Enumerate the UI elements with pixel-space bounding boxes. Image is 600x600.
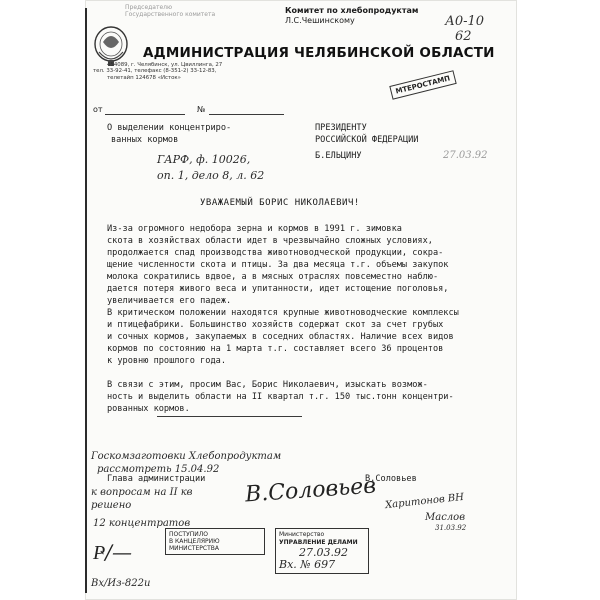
registry-stamp	[275, 528, 369, 574]
body-line: рованных кормов.	[107, 404, 190, 414]
archive-note-line1: ГАРФ, ф. 10026,	[157, 153, 251, 166]
routing-line2: Л.С.Чешинскому	[285, 16, 355, 25]
resolution-quantity: 12 концентратов	[93, 518, 191, 529]
bottom-note: Вх/Из-822и	[91, 578, 151, 589]
letterhead-telex: телетайп 124678 «Исток»	[107, 74, 181, 81]
registry-stamp-number: Вх. № 697	[279, 558, 336, 571]
archive-note	[157, 152, 264, 184]
body-line: и птицефабрики. Большинство хозяйств содержат скот за счет грубых	[107, 320, 444, 330]
body-line: В связи с этим, просим Вас, Борис Николаевич, изыскать возмож-	[107, 380, 428, 390]
signature-role: Глава администрации	[107, 474, 206, 484]
subject-block	[107, 123, 231, 147]
incoming-stamp-line2: В КАНЦЕЛЯРИЮ	[169, 538, 220, 545]
resolution-line4: решено	[91, 500, 132, 511]
registry-stamp-line1: Министерство	[279, 531, 325, 538]
body-line: щение численности скота и птицы. За два месяца т.г. объемы закупок	[107, 260, 449, 270]
top-stamp: МТЕРОСТАМП	[389, 70, 456, 99]
document-page	[85, 0, 517, 600]
incoming-stamp-line3: МИНИСТЕРСТВА	[169, 545, 220, 552]
body-line: и сочных кормов, закупаемых в соседних областях. Наличие всех видов	[107, 332, 454, 342]
addressee-line1: ПРЕЗИДЕНТУ	[315, 123, 367, 133]
corner-code	[445, 14, 484, 44]
body-line: молока сократились вдвое, а в мясных отраслях повсеместно наблю-	[107, 272, 439, 282]
administration-title: АДМИНИСТРАЦИЯ ЧЕЛЯБИНСКОЙ ОБЛАСТИ	[143, 45, 495, 61]
corner-code-line2: 62	[455, 29, 472, 44]
body-line: В критическом положении находятся крупные животноводческие комплексы	[107, 308, 459, 318]
routing-line1: Комитет по хлебопродуктам	[285, 6, 419, 15]
letterhead-contacts	[93, 62, 222, 81]
letterhead-address: 454089, г. Челябинск, ул. Цвиллинга, 27	[107, 62, 223, 68]
number-rule	[209, 114, 284, 115]
subject-line1: О выделении концентриро-	[107, 123, 232, 133]
letterhead-phones: тел. 33-92-41, телефакс (8-351-2) 33-12-83,	[93, 68, 217, 75]
body-line: увеличивается его падеж.	[107, 296, 232, 306]
body-line: ность и выделить области на II квартал т.г. 150 тыс.тонн концентри-	[107, 392, 454, 402]
number-label: №	[197, 105, 206, 114]
incoming-stamp	[165, 528, 265, 555]
body-line: кормов по состоянию на 1 марта т.г. составляет всего 36 процентов	[107, 344, 444, 354]
addressee-date-note: 27.03.92	[443, 150, 488, 161]
letterhead-prefix	[125, 4, 215, 18]
underline-stroke	[157, 416, 302, 417]
addressee-line2: РОССИЙСКОЙ ФЕДЕРАЦИИ	[315, 134, 419, 145]
signature-scrawl: В.Соловьев	[244, 473, 377, 508]
resolution-right-name: Харитонов ВН	[384, 491, 465, 512]
addressee-block	[315, 123, 418, 163]
addressee-line3: Б.ЕЛЬЦИНУ	[315, 150, 362, 161]
date-rule	[105, 114, 185, 115]
body-line: к уровню прошлого года.	[107, 356, 226, 366]
letterhead-prefix-line1: Председателю	[125, 4, 173, 11]
handwritten-resolution-cont	[91, 486, 192, 512]
letterhead-prefix-line2: Государственного комитета	[125, 11, 216, 18]
body-line: продолжается спад производства животноводческой продукции, сокра-	[107, 248, 444, 258]
body-line: Из-за огромного недобора зерна и кормов в 1991 г. зимовка	[107, 224, 402, 234]
registry-stamp-date: 27.03.92	[299, 546, 348, 559]
body-line: дается потеря живого веса и упитанности, идет истощение поголовья,	[107, 284, 449, 294]
resolution-line2: рассмотреть 15.04.92	[97, 464, 220, 475]
resolution-line1: Госкомзаготовки Хлебопродуктам	[91, 451, 282, 462]
subject-line2: ванных кормов	[111, 134, 179, 145]
signature-name: В.Соловьев	[365, 474, 417, 484]
handwritten-resolution	[91, 450, 281, 476]
archive-note-line2: оп. 1, дело 8, л. 62	[157, 169, 265, 182]
corner-code-line1: А0-10	[445, 14, 485, 29]
right-signature	[425, 512, 466, 534]
routing-note	[285, 6, 418, 26]
page-left-edge	[85, 8, 93, 593]
salutation: УВАЖАЕМЫЙ БОРИС НИКОЛАЕВИЧ!	[200, 198, 360, 208]
lower-signature-scrawl: Ҏ∕—	[93, 540, 132, 564]
date-label: от	[93, 105, 103, 114]
right-signature-name: Маслов	[425, 512, 466, 523]
body-line: скота в хозяйствах области идет в чрезвычайно сложных условиях,	[107, 236, 433, 246]
incoming-stamp-line1: ПОСТУПИЛО	[169, 531, 208, 538]
registry-stamp-line2: УПРАВЛЕНИЕ ДЕЛАМИ	[279, 539, 358, 546]
resolution-line3: к вопросам на II кв	[91, 487, 193, 498]
right-signature-date: 31.03.92	[435, 524, 467, 532]
